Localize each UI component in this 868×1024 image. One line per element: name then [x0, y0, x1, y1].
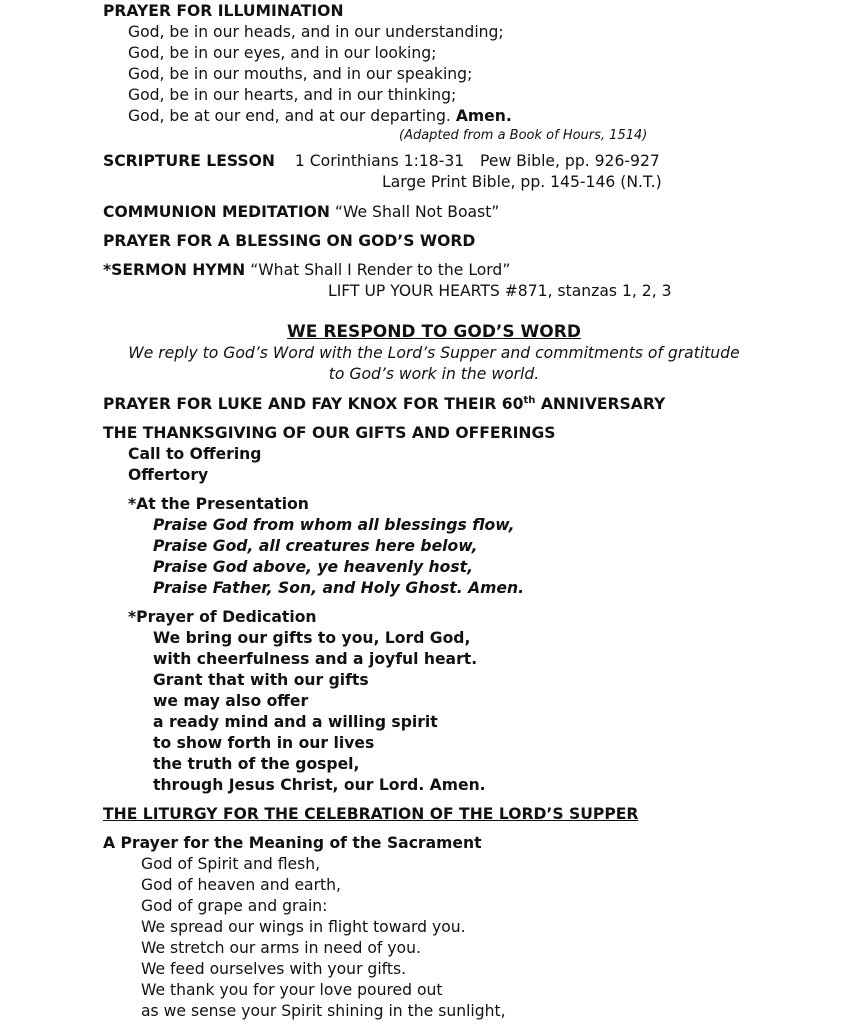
scripture-line — [103, 151, 848, 172]
scripture-reference: 1 Corinthians 1:18-31 — [294, 152, 465, 170]
illumination-line: God, be in our hearts, and in our thinking; — [128, 86, 457, 104]
illumination-line-last — [103, 106, 848, 127]
meditation-section — [103, 202, 848, 223]
presentation-section — [103, 494, 848, 599]
respond-section — [103, 322, 848, 385]
blessing-label: PRAYER FOR A BLESSING ON GOD’S WORD — [103, 232, 476, 250]
sacrament-line: God of heaven and earth, — [141, 876, 341, 894]
dedication-label: *Prayer of Dedication — [128, 608, 317, 626]
scripture-pew: Pew Bible, pp. 926-927 — [480, 152, 660, 170]
sacrament-line: God of grape and grain: — [141, 897, 328, 915]
offerings-title: THE THANKSGIVING OF OUR GIFTS AND OFFERINGS — [103, 424, 556, 442]
presentation-label: *At the Presentation — [128, 495, 309, 513]
illumination-title: PRAYER FOR ILLUMINATION — [103, 2, 344, 20]
dedication-line: to show forth in our lives — [153, 734, 375, 752]
hymn-tune: LIFT UP YOUR HEARTS #871, stanzas 1, 2, 3 — [328, 282, 672, 300]
illumination-line: God, be at our end, and at our departing. — [128, 107, 451, 125]
call-to-offering: Call to Offering — [128, 445, 262, 463]
anniversary-line — [103, 394, 848, 415]
scripture-large-print: Large Print Bible, pp. 145-146 (N.T.) — [382, 173, 662, 191]
anniversary-sup: th — [523, 394, 536, 406]
liturgy-title: THE LITURGY FOR THE CELEBRATION OF THE LORD’S SUPPER — [103, 805, 639, 823]
illumination-amen: Amen. — [455, 107, 512, 125]
sacrament-line: God of Spirit and flesh, — [141, 855, 321, 873]
hymn-section — [103, 260, 848, 302]
scripture-label: SCRIPTURE LESSON — [103, 152, 275, 170]
illumination-line: God, be in our eyes, and in our looking; — [128, 44, 437, 62]
offerings-section — [103, 423, 848, 486]
dedication-line: Grant that with our gifts — [153, 671, 369, 689]
sacrament-section — [103, 833, 848, 1022]
dedication-section — [103, 607, 848, 796]
sacrament-line: We spread our wings in flight toward you. — [141, 918, 466, 936]
anniversary-suffix: ANNIVERSARY — [535, 395, 666, 413]
doxology-line: Praise God above, ye heavenly host, — [153, 558, 474, 576]
dedication-line: with cheerfulness and a joyful heart. — [153, 650, 478, 668]
scripture-section — [103, 151, 848, 193]
sacrament-line: We stretch our arms in need of you. — [141, 939, 421, 957]
offertory: Offertory — [128, 466, 209, 484]
doxology-line: Praise God, all creatures here below, — [153, 537, 478, 555]
sacrament-title: A Prayer for the Meaning of the Sacrament — [103, 834, 482, 852]
dedication-line: through Jesus Christ, our Lord. Amen. — [153, 776, 486, 794]
illumination-line: God, be in our mouths, and in our speaking; — [128, 65, 473, 83]
illumination-section — [103, 1, 848, 145]
meditation-title: “We Shall Not Boast” — [334, 203, 500, 221]
respond-subtitle: to God’s work in the world. — [328, 365, 540, 383]
dedication-line: We bring our gifts to you, Lord God, — [153, 629, 471, 647]
anniversary-section — [103, 394, 848, 415]
meditation-line — [103, 202, 848, 223]
hymn-line — [103, 260, 848, 281]
dedication-line: the truth of the gospel, — [153, 755, 360, 773]
sacrament-line: We feed ourselves with your gifts. — [141, 960, 407, 978]
sacrament-line: as we sense your Spirit shining in the sunlight, — [141, 1002, 506, 1020]
dedication-line: we may also offer — [153, 692, 309, 710]
anniversary-prefix: PRAYER FOR LUKE AND FAY KNOX FOR THEIR 60 — [103, 395, 524, 413]
illumination-line: God, be in our heads, and in our understanding; — [128, 23, 504, 41]
illumination-attribution: (Adapted from a Book of Hours, 1514) — [399, 128, 648, 143]
liturgy-section — [103, 804, 848, 825]
hymn-title: “What Shall I Render to the Lord” — [250, 261, 511, 279]
respond-subtitle: We reply to God’s Word with the Lord’s Supper and commitments of gratitude — [128, 344, 740, 362]
hymn-label: *SERMON HYMN — [103, 261, 246, 279]
sacrament-line: We thank you for your love poured out — [141, 981, 443, 999]
doxology-line: Praise Father, Son, and Holy Ghost. Amen. — [153, 579, 524, 597]
doxology-line: Praise God from whom all blessings flow, — [153, 516, 515, 534]
meditation-label: COMMUNION MEDITATION — [103, 203, 330, 221]
respond-heading: WE RESPOND TO GOD’S WORD — [287, 322, 581, 342]
dedication-line: a ready mind and a willing spirit — [153, 713, 438, 731]
blessing-section — [103, 231, 848, 252]
